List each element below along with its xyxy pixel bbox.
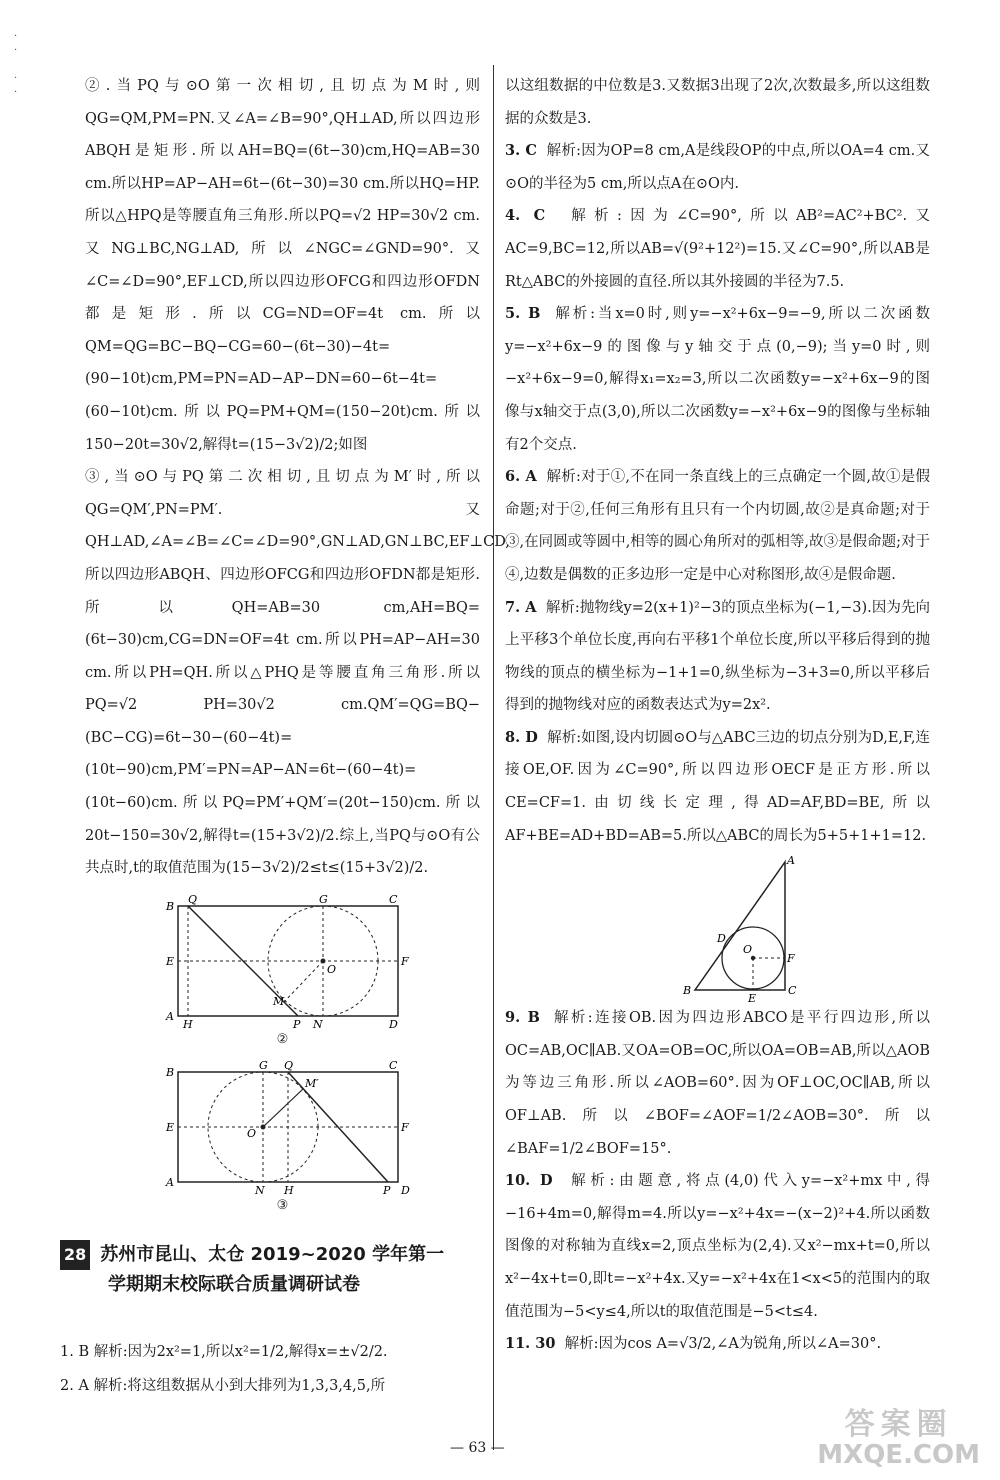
answer-item: 以这组数据的中位数是3.又数据3出现了2次,次数最多,所以这组数据的众数是3.	[505, 78, 930, 127]
label-E: E	[165, 1120, 174, 1134]
figure-2	[163, 891, 409, 1031]
answer-item: 11. 30 解析:因为cos A=√3/2,∠A为锐角,所以∠A=30°.	[505, 1335, 882, 1353]
label-H: H	[182, 1017, 193, 1031]
label-N: N	[254, 1183, 265, 1197]
label-F: F	[400, 1120, 409, 1134]
figure-3-label: ③	[276, 1197, 289, 1213]
label-B: B	[165, 1065, 174, 1079]
label-O: O	[326, 962, 336, 976]
label-Q: Q	[283, 1058, 293, 1072]
label-C: C	[388, 892, 397, 906]
solution-paragraph: ②.当PQ与⊙O第一次相切,且切点为M时,则QG=QM,PM=PN.又∠A=∠B=90°,QH⊥AD,所以四边形ABQH是矩形.所以AH=BQ=(6t−30)cm,HQ=AB=30 cm.所以HP=AP−AH=6t−(6t−30)=30 cm.所以HQ=HP.所以△HPQ是等腰直角三角形.所以PQ=√2 HP=30√2 cm.又NG⊥BC,NG⊥AD,所以∠NGC=∠GND=90°.又∠C=∠D=90°,EF⊥CD,所以四边形OFCG和四边形OFDN都是矩形.所以CG=ND=OF=4t cm.所以QM=QG=BC−BQ−CG=60−(6t−30)−4t=(90−10t)cm,PM=PN=AD−AP−DN=60−6t−4t=(60−10t)cm.所以PQ=PM+QM=(150−20t)cm.所以150−20t=30√2,解得t=(15−3√2)/2;如图	[85, 78, 480, 453]
label-D: D	[400, 1183, 410, 1197]
label-M: M	[272, 994, 284, 1008]
label-C: C	[388, 1058, 397, 1072]
label-G: G	[258, 1058, 268, 1072]
label-O: O	[246, 1126, 256, 1140]
answer-item: 4. C 解析:因为∠C=90°,所以AB²=AC²+BC².又AC=9,BC=12,所以AB=√(9²+12²)=15.又∠C=90°,所以AB是Rt△ABC的外接圆的直径.所以其外接圆的半径为7.5.	[505, 207, 931, 290]
section-header	[60, 1240, 480, 1300]
figure-3	[163, 1057, 410, 1197]
left-column	[85, 70, 510, 1223]
label-G: G	[318, 892, 328, 906]
label-P: P	[292, 1017, 300, 1031]
label-F: F	[787, 952, 795, 966]
label-D: D	[388, 1017, 398, 1031]
bottom-left-answers	[60, 1335, 480, 1403]
label-E: E	[748, 992, 757, 1006]
label-B: B	[165, 899, 174, 913]
answer-item: 5. B 解析:当x=0时,则y=−x²+6x−9=−9,所以二次函数y=−x²+6x−9的图像与y轴交于点(0,−9);当y=0时,则−x²+6x−9=0,解得x₁=x₂=3,所以二次函数y=−x²+6x−9的图像与x轴交于点(3,0),所以二次函数y=−x²+6x−9的图像与坐标轴有2个交点.	[505, 305, 930, 453]
answer-item: 7. A 解析:抛物线y=2(x+1)²−3的顶点坐标为(−1,−3).因为先向上平移3个单位长度,再向右平移1个单位长度,所以平移后得到的抛物线的顶点的横坐标为−1+1=0,纵坐标为−3+3=0,所以平移后得到的抛物线对应的函数表达式为y=2x².	[505, 598, 931, 714]
answer-item: 10. D 解析:由题意,将点(4,0)代入y=−x²+mx中,得−16+4m=0,解得m=4.所以y=−x²+4x=−(x−2)²+4.所以函数图像的对称轴为直线x=2,顶点坐标为(2,4).又x²−mx+t=0,所以x²−4x+t=0,即t=−x²+4x.又y=−x²+4x在1<x<5的范围内的取值范围为−5<y≤4,所以t的取值范围是−5<t≤4.	[505, 1172, 930, 1320]
solution-paragraph: ③,当⊙O与PQ第二次相切,且切点为M′时,所以QG=QM′,PN=PM′.又QH⊥AD,∠A=∠B=∠C=∠D=90°,GN⊥AD,GN⊥BC,EF⊥CD,所以四边形ABQH、四边形OFCG和四边形OFDN都是矩形.所以QH=AB=30 cm,AH=BQ=(6t−30)cm,CG=DN=OF=4t cm.所以PH=AP−AH=30 cm.所以PH=QH.所以△PHQ是等腰直角三角形.所以PQ=√2 PH=30√2 cm.QM′=QG=BQ−(BC−CG)=6t−30−(60−4t)=(10t−90)cm,PM′=PN=AP−AN=6t−(60−4t)=(10t−60)cm.所以PQ=PM′+QM′=(20t−150)cm.所以20t−150=30√2,解得t=(15+3√2)/2.综上,当PQ与⊙O有公共点时,t的取值范围为(15−3√2)/2≤t≤(15+3√2)/2.	[85, 469, 510, 877]
label-Q: Q	[187, 892, 197, 906]
column-divider	[493, 65, 494, 1450]
section-title-line1: 苏州市昆山、太仓 2019~2020 学年第一	[100, 1244, 445, 1265]
label-N: N	[312, 1017, 323, 1031]
page-number: — 63 —	[450, 1440, 505, 1456]
answer-item: 9. B 解析:连接OB.因为四边形ABCO是平行四边形,所以OC=AB,OC∥AB.又OA=OB=OC,所以OA=OB=AB,所以△AOB为等边三角形.所以∠AOB=60°.因为OF⊥OC,OC∥AB,所以OF⊥AB.所以∠BOF=∠AOF=1/2∠AOB=30°.所以∠BAF=1/2∠BOF=15°.	[505, 1009, 930, 1157]
section-title-line2: 学期期末校际联合质量调研试卷	[108, 1274, 360, 1295]
watermark-logo: 答案圈 MXQE.COM	[817, 1407, 980, 1470]
answer-item: 2. A 解析:将这组数据从小到大排列为1,3,3,4,5,所	[60, 1378, 386, 1394]
answer-item: 8. D 解析:如图,设内切圆⊙O与△ABC三边的切点分别为D,E,F,连接OE,OF.因为∠C=90°,所以四边形OECF是正方形.所以CE=CF=1.由切线长定理,得AD=AF,BD=BE,所以AF+BE=AD+BD=AB=5.所以△ABC的周长为5+5+1+1=12.	[505, 728, 931, 844]
binding-margin-marks: · · · ·	[14, 31, 18, 98]
answer-item: 1. B 解析:因为2x²=1,所以x²=1/2,解得x=±√2/2.	[60, 1344, 388, 1360]
label-A: A	[165, 1009, 174, 1023]
label-O: O	[743, 943, 753, 957]
label-A: A	[165, 1175, 174, 1189]
label-C: C	[788, 984, 797, 998]
label-E: E	[165, 954, 174, 968]
label-D: D	[717, 932, 726, 946]
answer-item: 6. A 解析:对于①,不在同一条直线上的三点确定一个圆,故①是假命题;对于②,任何三角形有且只有一个内切圆,故②是真命题;对于③,在同圆或等圆中,相等的圆心角所对的弧相等,故③是假命题;对于④,边数是偶数的正多边形一定是中心对称图形,故④是假命题.	[505, 468, 930, 583]
label-F: F	[400, 954, 409, 968]
label-B: B	[683, 984, 692, 998]
answer-item: 3. C 解析:因为OP=8 cm,A是线段OP的中点,所以OA=4 cm.又⊙O的半径为5 cm,所以点A在⊙O内.	[505, 142, 930, 192]
right-column	[505, 70, 930, 1361]
label-H: H	[283, 1183, 294, 1197]
section-number-badge: 28	[60, 1240, 90, 1270]
label-A: A	[787, 854, 795, 868]
label-P: P	[382, 1183, 390, 1197]
triangle-incircle-figure	[675, 852, 805, 1006]
label-M-prime: M′	[304, 1076, 319, 1090]
figure-2-label: ②	[276, 1031, 289, 1047]
